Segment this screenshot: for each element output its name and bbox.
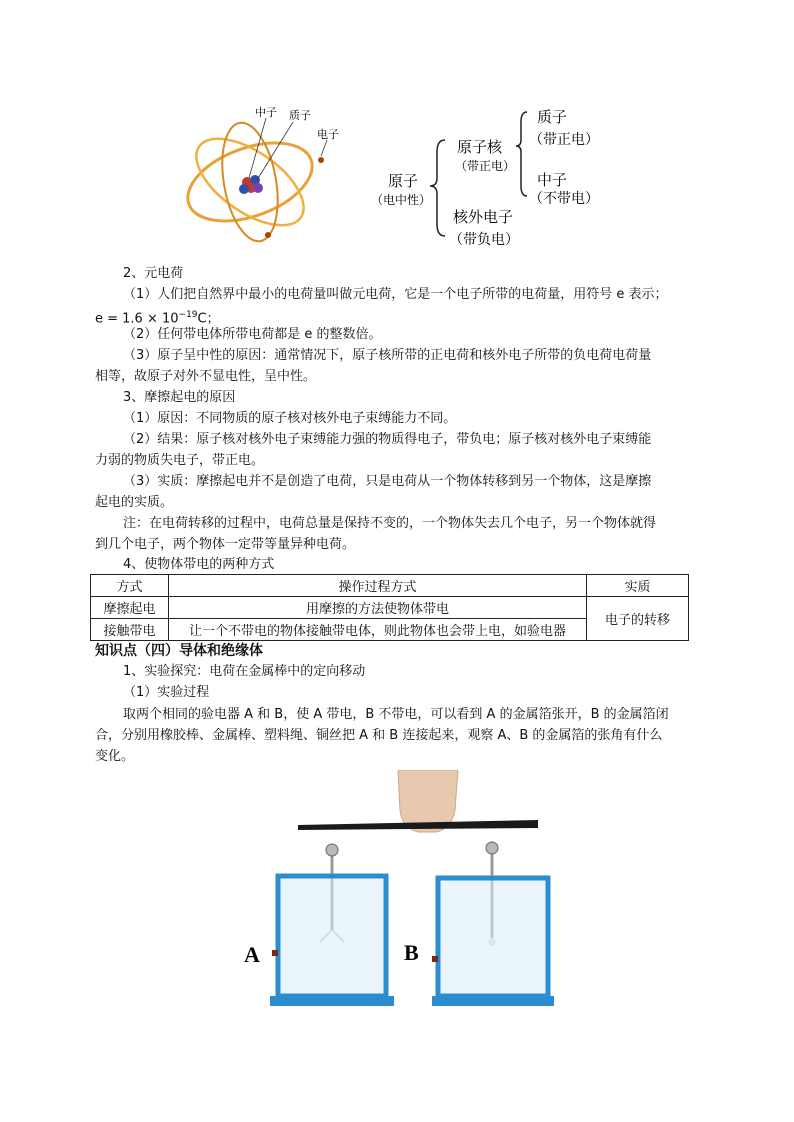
outer-electron-label: 核外电子 — [453, 208, 514, 226]
table-header: 操作过程方式 — [169, 575, 587, 597]
outer-electron-note: （带负电） — [449, 232, 519, 248]
charging-methods-table — [90, 574, 689, 641]
knowledge4-p1b: 合，分别用橡胶棒、金属棒、塑料绳、铜丝把 A 和 B 连接起来，观察 A、B 的金属箔的张角有什么 — [95, 728, 663, 743]
table-cell: 让一个不带电的物体接触带电体，则此物体也会带上电，如验电器 — [169, 619, 587, 641]
formula-base: e = 1.6 × 10 — [95, 311, 179, 327]
section2-p3a: （3）原子呈中性的原因：通常情况下，原子核所带的正电荷和核外电子所带的负电荷电荷量 — [123, 348, 652, 363]
neutron-label: 中子 — [537, 171, 568, 189]
section2-heading: 2、元电荷 — [123, 266, 184, 281]
section3-p3a: （3）实质：摩擦起电并不是创造了电荷，只是电荷从一个物体转移到另一个物体，这是摩擦 — [123, 474, 652, 489]
table-row — [91, 597, 689, 619]
bracket-atom — [430, 140, 445, 236]
bracket-nucleus — [516, 112, 527, 196]
table-cell-essence: 电子的转移 — [587, 597, 689, 641]
knowledge4-sub1-1: （1）实验过程 — [123, 685, 210, 700]
nucleus-note: （带正电） — [455, 159, 516, 173]
table-cell: 用摩擦的方法使物体带电 — [169, 597, 587, 619]
proton-label: 质子 — [537, 108, 568, 126]
atom-structure-diagram — [371, 108, 599, 248]
section3-note-a: 注：在电荷转移的过程中，电荷总量是保持不变的，一个物体失去几个电子，另一个物体就得 — [123, 516, 657, 531]
table-cell: 摩擦起电 — [91, 597, 169, 619]
atom-figure — [175, 100, 615, 260]
section4-heading: 4、使物体带电的两种方式 — [123, 557, 275, 572]
electroscope-a — [270, 844, 394, 1006]
atom-note: （电中性） — [371, 193, 432, 207]
neutron-note: （不带电） — [529, 191, 599, 207]
electroscope-figure — [240, 770, 570, 1015]
table-header: 方式 — [91, 575, 169, 597]
label-a: A — [244, 942, 260, 967]
section2-p3b: 相等，故原子对外不显电性，呈中性。 — [95, 369, 317, 384]
section3-p1: （1）原因：不同物质的原子核对核外电子束缚能力不同。 — [123, 411, 457, 426]
formula-exponent: −19 — [178, 310, 198, 320]
atom-label: 原子 — [388, 172, 419, 190]
label-b: B — [404, 940, 419, 965]
section3-heading: 3、摩擦起电的原因 — [123, 390, 236, 405]
knowledge4-title: 知识点（四）导体和绝缘体 — [95, 643, 263, 659]
knowledge4-p1c: 变化。 — [95, 749, 135, 764]
label-proton: 质子 — [289, 109, 311, 122]
section3-p2b: 力弱的物质失电子，带正电。 — [95, 453, 265, 468]
proton-note: （带正电） — [529, 132, 599, 148]
table-header: 实质 — [587, 575, 689, 597]
atom-illustration — [177, 105, 339, 246]
label-electron: 电子 — [317, 128, 339, 141]
section2-p2: （2）任何带电体所带电荷都是 e 的整数倍。 — [123, 327, 382, 342]
table-cell: 接触带电 — [91, 619, 169, 641]
knowledge4-sub1: 1、实验探究：电荷在金属棒中的定向移动 — [123, 664, 366, 679]
section2-p1: （1）人们把自然界中最小的电荷量叫做元电荷，它是一个电子所带的电荷量，用符号 e 表示； — [123, 287, 668, 302]
table-header-row — [91, 575, 689, 597]
section3-p3b: 起电的实质。 — [95, 495, 174, 510]
electroscope-b — [432, 842, 554, 1006]
formula-unit: C； — [197, 311, 220, 327]
section3-p2a: （2）结果：原子核对核外电子束缚能力强的物质得电子，带负电；原子核对核外电子束缚能 — [123, 432, 652, 447]
section3-note-b: 到几个电子，两个物体一定带等量异种电荷。 — [95, 537, 356, 552]
nucleus-label: 原子核 — [457, 138, 503, 156]
label-neutron: 中子 — [255, 106, 277, 119]
knowledge4-p1a: 取两个相同的验电器 A 和 B，使 A 带电，B 不带电，可以看到 A 的金属箔张开，B 的金属箔闭 — [123, 707, 669, 722]
